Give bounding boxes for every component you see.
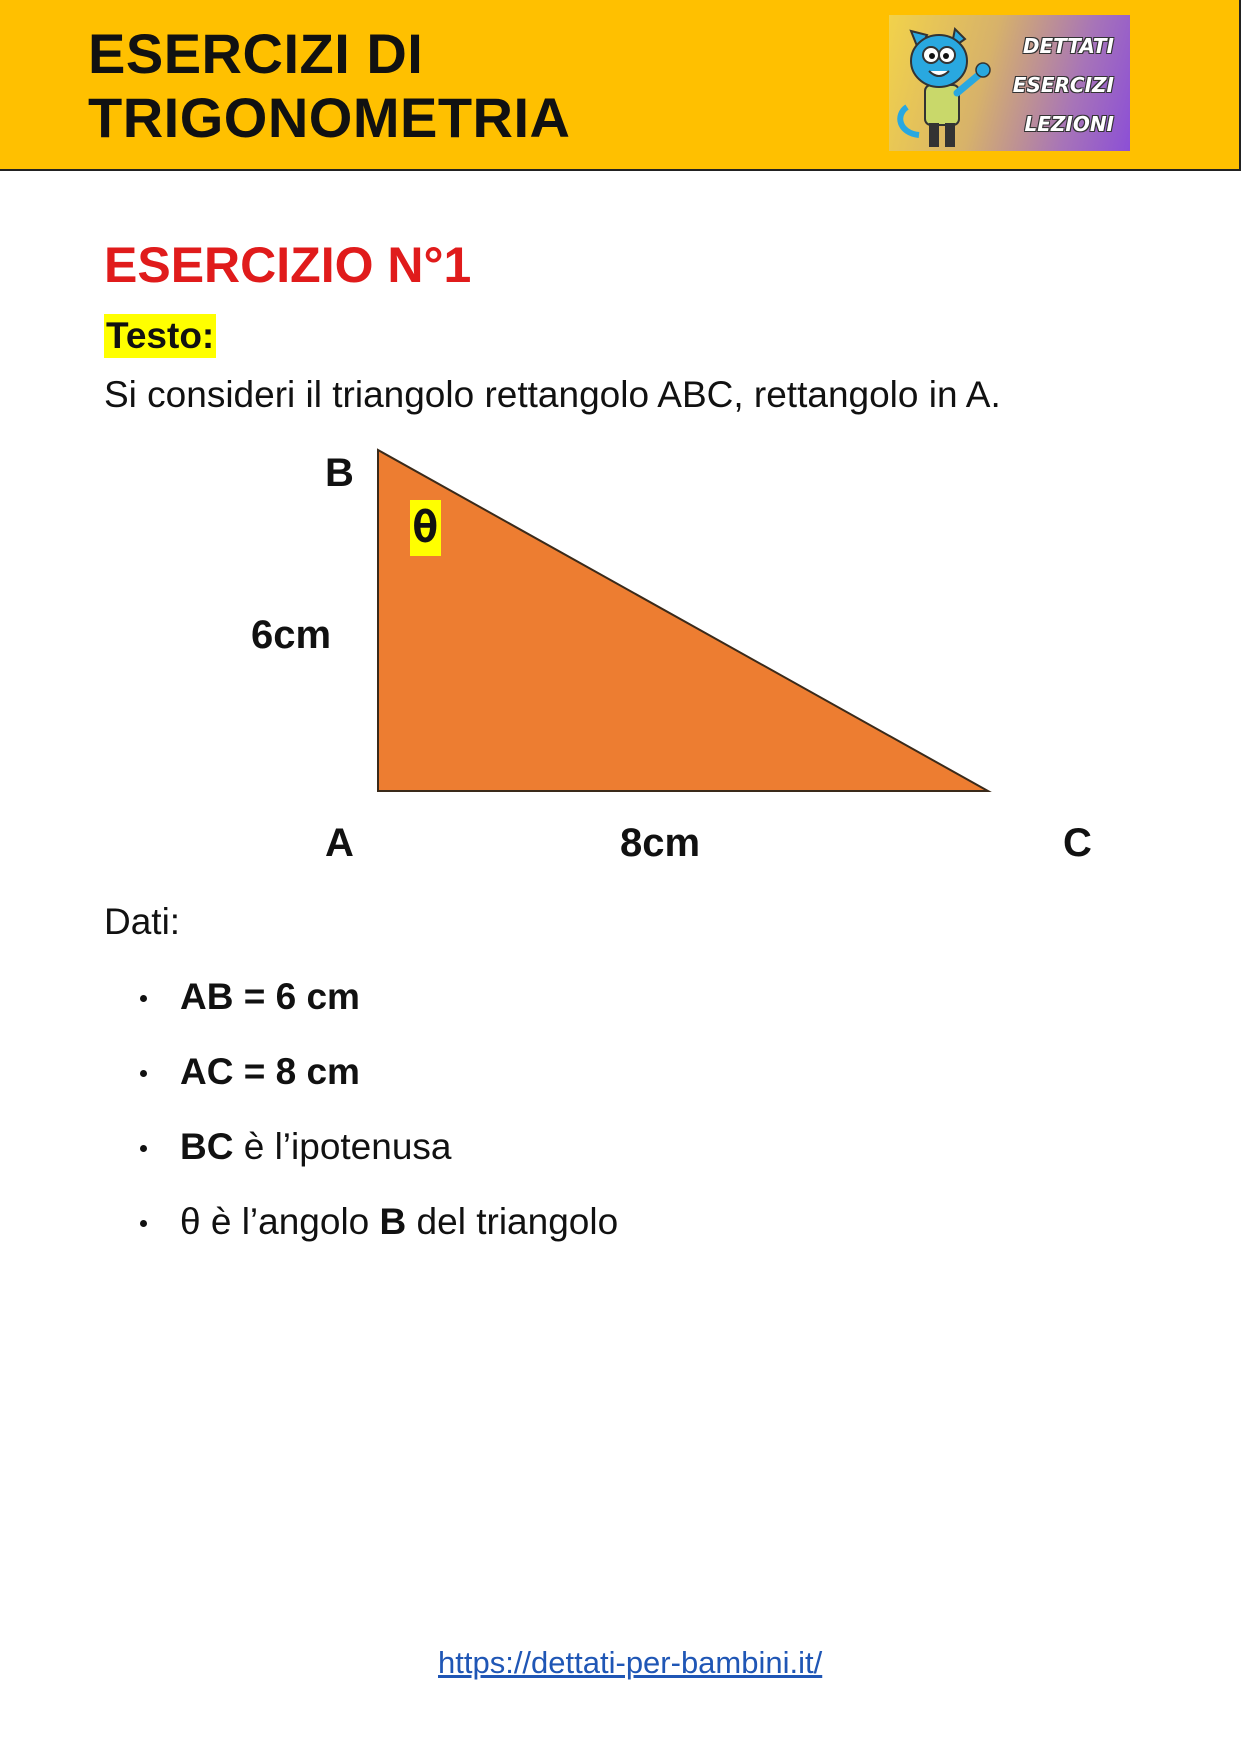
dati-item-bold: AB = 6 cm [180,976,360,1017]
exercise-statement: Si consideri il triangolo rettangolo ABC, rettangolo in A. [104,374,1001,415]
bullet-icon [140,1070,147,1077]
angle-theta-label: θ [410,500,441,556]
testo-label: Testo: [106,315,215,356]
exercise-title: ESERCIZIO N°1 [104,237,472,293]
dati-item [140,1125,618,1200]
bullet-icon [140,1145,147,1152]
logo-word-esercizi: ESERCIZI [1012,73,1114,97]
dati-item-text: è l’ipotenusa [233,1126,452,1167]
dati-item [140,1200,618,1275]
triangle-abc [378,450,988,791]
logo-word-dettati: DETTATI [1022,34,1114,58]
dati-item-bold: BC [180,1126,234,1167]
side-ab-label: 6cm [251,613,332,657]
title-line-1: ESERCIZI DI [88,22,424,85]
vertex-c-label: C [1063,821,1092,865]
vertex-b-label: B [325,451,354,495]
bullet-icon [140,995,147,1002]
dati-item-pre: θ è l’angolo [180,1201,380,1242]
dati-item [140,975,618,1050]
logo-word-lezioni: LEZIONI [1024,112,1114,136]
dati-list [140,975,618,1275]
dati-item [140,1050,618,1125]
side-ac-label: 8cm [620,821,701,865]
vertex-a-label: A [325,821,354,865]
footer-link[interactable]: https://dettati-per-bambini.it/ [438,1645,823,1680]
dati-label: Dati: [104,901,181,942]
bullet-icon [140,1220,147,1227]
dati-item-bold: B [379,1201,407,1242]
dati-item-bold: AC = 8 cm [180,1051,360,1092]
title-line-2: TRIGONOMETRIA [88,86,571,149]
dati-item-text: del triangolo [406,1201,619,1242]
